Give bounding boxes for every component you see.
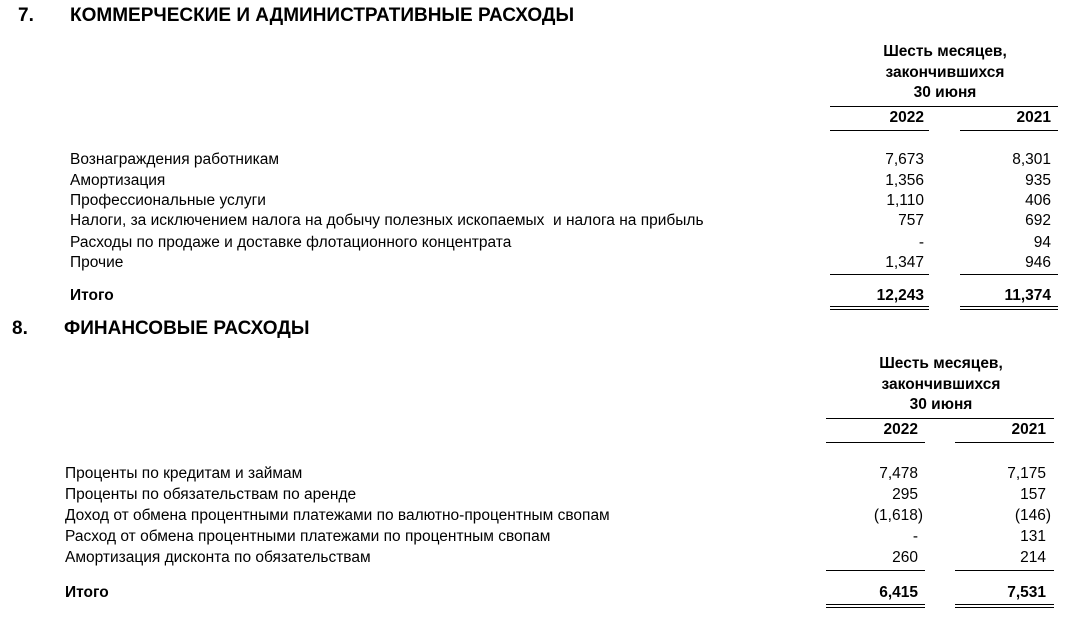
- period-line: закончившихся: [881, 375, 1001, 393]
- value-2021: (146): [1014, 507, 1051, 524]
- value-2022: 1,347: [885, 254, 924, 271]
- year-underline: [830, 130, 929, 131]
- row-label: Доход от обмена процентными платежами по валютно-процентным свопам: [65, 507, 610, 524]
- subtotal-rule: [955, 570, 1054, 571]
- total-2021: 7,531: [1007, 584, 1046, 601]
- value-2022: 260: [892, 549, 918, 566]
- row-label: Проценты по кредитам и займам: [65, 465, 303, 482]
- row-label: Расходы по продаже и доставке флотационного концентрата: [70, 234, 512, 251]
- value-2021: 157: [1020, 486, 1046, 503]
- year-underline: [826, 442, 925, 443]
- period-line: 30 июня: [913, 84, 977, 101]
- value-2021: 94: [1033, 234, 1051, 251]
- value-2022: 1,356: [885, 172, 924, 189]
- row-label: Проценты по обязательствам по аренде: [65, 486, 357, 503]
- year-underline: [955, 442, 1054, 443]
- total-2022: 12,243: [876, 287, 924, 304]
- year-col-2022: 2022: [889, 109, 924, 126]
- value-2022: 1,110: [886, 192, 924, 209]
- value-2021: 7,175: [1007, 465, 1046, 482]
- value-2022: 295: [892, 486, 918, 503]
- period-line: Шесть месяцев,: [879, 355, 1003, 372]
- row-label: Амортизация дисконта по обязательствам: [65, 549, 371, 566]
- period-header: [830, 42, 1060, 104]
- total-label: Итого: [70, 287, 114, 304]
- value-2021: 692: [1025, 212, 1051, 229]
- year-col-2022: 2022: [883, 421, 918, 438]
- total-double-rule: [830, 309, 929, 310]
- period-line: закончившихся: [885, 63, 1005, 81]
- value-2021: 406: [1025, 192, 1051, 209]
- section-title: КОММЕРЧЕСКИЕ И АДМИНИСТРАТИВНЫЕ РАСХОДЫ: [70, 5, 575, 26]
- section-number: 8.: [12, 318, 28, 339]
- period-line: 30 июня: [909, 396, 973, 413]
- year-col-2021: 2021: [1011, 421, 1046, 438]
- value-2021: 935: [1025, 172, 1051, 189]
- row-label: Расход от обмена процентными платежами по процентным свопам: [65, 528, 551, 545]
- total-2021: 11,374: [1004, 287, 1051, 304]
- total-double-rule: [960, 306, 1058, 307]
- value-2022: -: [918, 234, 924, 251]
- total-2022: 6,415: [879, 584, 918, 601]
- value-2022: 757: [898, 212, 924, 229]
- total-double-rule: [955, 607, 1054, 608]
- header-rule: [826, 418, 1054, 419]
- row-label: Профессиональные услуги: [70, 192, 266, 209]
- row-label: Прочие: [70, 254, 124, 271]
- period-header: [826, 354, 1056, 416]
- header-rule: [830, 106, 1058, 107]
- value-2021: 946: [1025, 254, 1051, 271]
- total-double-rule: [960, 309, 1058, 310]
- subtotal-rule: [960, 274, 1058, 275]
- total-double-rule: [830, 306, 929, 307]
- subtotal-rule: [830, 274, 929, 275]
- year-col-2021: 2021: [1016, 109, 1051, 126]
- subtotal-rule: [826, 570, 925, 571]
- value-2021: 8,301: [1012, 151, 1051, 168]
- year-underline: [960, 130, 1058, 131]
- row-label: Налоги, за исключением налога на добычу полезных ископаемых и налога на прибыль: [70, 212, 704, 229]
- value-2022: -: [912, 528, 918, 545]
- value-2021: 131: [1020, 528, 1046, 545]
- total-double-rule: [955, 604, 1054, 605]
- total-double-rule: [826, 604, 925, 605]
- section-number: 7.: [18, 5, 34, 26]
- row-label: Амортизация: [70, 172, 166, 189]
- total-label: Итого: [65, 584, 109, 601]
- value-2022: 7,673: [885, 151, 924, 168]
- value-2022: (1,618): [873, 507, 923, 524]
- period-line: Шесть месяцев,: [883, 43, 1007, 60]
- value-2022: 7,478: [879, 465, 918, 482]
- total-double-rule: [826, 607, 925, 608]
- row-label: Вознаграждения работникам: [70, 151, 280, 168]
- section-title: ФИНАНСОВЫЕ РАСХОДЫ: [64, 318, 310, 339]
- value-2021: 214: [1020, 549, 1046, 566]
